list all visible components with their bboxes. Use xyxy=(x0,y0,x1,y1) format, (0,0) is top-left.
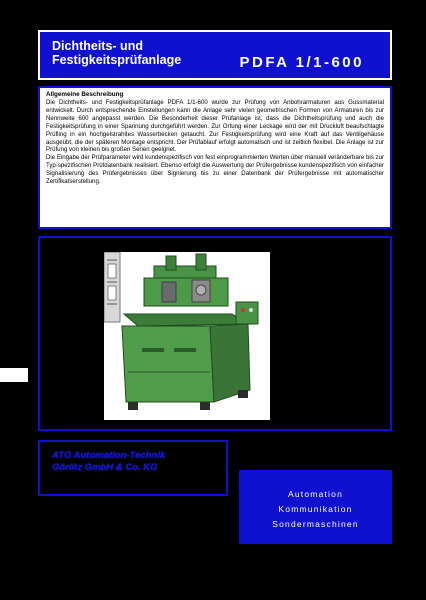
service-automation: Automation xyxy=(288,489,343,499)
company-panel xyxy=(38,440,228,496)
product-title xyxy=(52,39,181,67)
product-title-line2: Festigkeitsprüfanlage xyxy=(52,53,182,67)
product-model: PDFA 1/1-600 xyxy=(239,54,364,71)
company-name-line1: ATG Automation-Technik xyxy=(52,450,166,461)
side-marker xyxy=(0,368,28,382)
product-title-line1: Dichtheits- und xyxy=(52,39,143,53)
machine-body xyxy=(122,254,250,410)
description-paragraph-1: Die Dichtheits- und Festigkeitsprüfanlage PDFA 1/1-600 wurde zur Prüfung von Anbohrarmaturen aus Gussmaterial entwickelt. Durch entsprechende Einstellungen kann die Anlage sehr vielen geometrischen Formen von Armaturen bis zur Nennweite 600 angepasst werden. Die Besonderheit dieser Prüfanlage ist, dass die Dichtheitsprüfung und auch die Festigkeitsprüfung in einer Spannung durchgeführt werden. Zur Ortung einer Leckage wird der mit Druckluft beaufschlagte Prüfling in ein hochgelstrahltes Wasserbecken getaucht. Zur Festigkeitsprüfung wird eine Kraft auf das Ventilgehäuse ausgeübt, die der späteren Montage entspricht. Der Prüfablauf erfolgt automatisch und ist zeitlich flexibel. Die Anlage ist zur Prüfung von kleinen bis großen Serien geeignet. xyxy=(46,99,384,154)
machine-photo xyxy=(104,252,270,420)
service-special-machines: Sondermaschinen xyxy=(272,519,359,529)
company-name-line2: Görlitz GmbH & Co. KG xyxy=(52,462,158,473)
control-cabinet xyxy=(236,302,258,324)
description-paragraph-2: Die Eingabe der Prüfparameter wird kundenspezifisch von fest einprogrammierten Werten über manuell veränderbare bis zur Typ-spezifischen Prüfdatenbank realisiert. Ebenso erfolgt die Auswertung der Prüfergebnisse kundenspezifisch von einfacher Signalisierung des Prüfergebnisses über Signierung bis zu einer Datenbank der Prüfergebnisse mit automatischer Zertifikatserstellung. xyxy=(46,154,384,186)
company-name xyxy=(52,450,165,474)
description-panel xyxy=(38,86,392,229)
service-communication: Kommunikation xyxy=(278,504,353,514)
rack-frame xyxy=(104,252,120,322)
description-heading: Allgemeine Beschreibung xyxy=(46,91,124,98)
services-panel xyxy=(239,470,392,544)
title-banner xyxy=(38,30,392,80)
